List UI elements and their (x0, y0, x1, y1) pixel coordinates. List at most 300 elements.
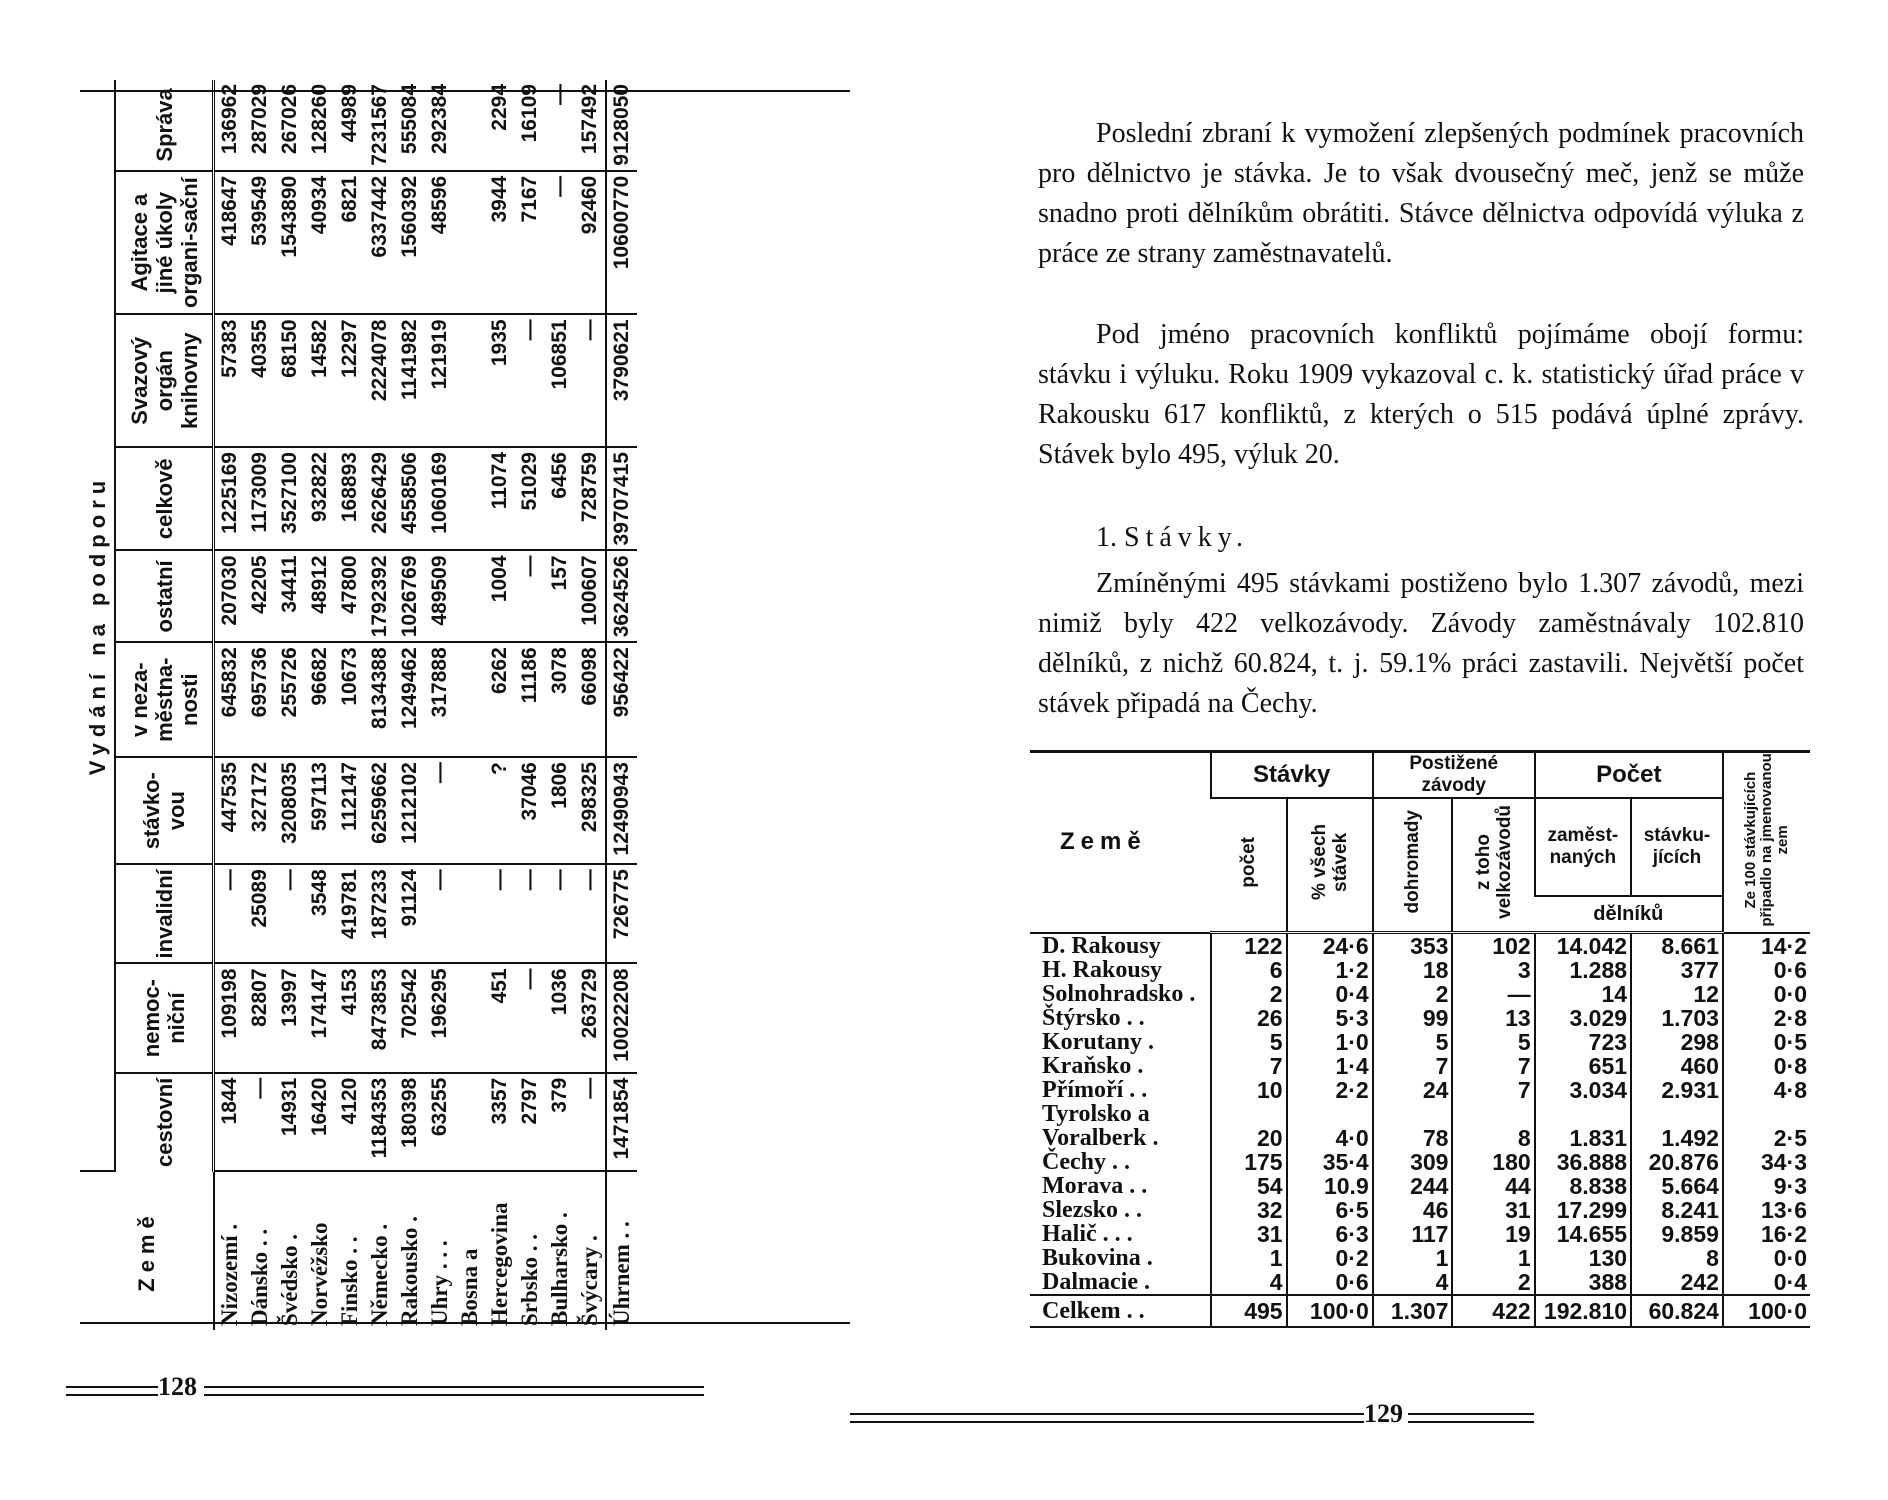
column-header-delniku: dělníků (1535, 896, 1723, 933)
table-cell: 51029 (515, 447, 545, 550)
table-cell (455, 757, 485, 864)
table-cell: 353 (1373, 933, 1453, 959)
procent-label: % všech stávek (1308, 823, 1351, 901)
table-cell: 597113 (305, 757, 335, 864)
table-cell: 8.661 (1631, 933, 1723, 959)
rotated-table-container (80, 80, 850, 1330)
table-cell: 0·4 (1287, 982, 1373, 1006)
row-label: Korutany . (1042, 1029, 1155, 1055)
row-label: Dalmacie . (1042, 1269, 1150, 1295)
table-cell: 7231567 (365, 80, 395, 171)
table-row (1030, 958, 1810, 982)
table-row (1030, 1174, 1810, 1198)
table-cell: 24·6 (1287, 933, 1373, 959)
table-cell (1723, 1102, 1810, 1126)
table-cell: 0·2 (1287, 1246, 1373, 1270)
table-cell: 18 (1373, 958, 1453, 982)
table-cell: 1.703 (1631, 1006, 1723, 1030)
table-cell: 1141982 (395, 314, 425, 447)
table-cell: 292384 (425, 80, 455, 171)
table-row (275, 80, 305, 1330)
table-cell: 68150 (275, 314, 305, 447)
row-label: Rakousko . (397, 1216, 422, 1326)
table-cell: — (575, 1073, 606, 1171)
table-cell: — (214, 864, 246, 963)
table-cell: 34411 (275, 550, 305, 642)
table-row (335, 80, 365, 1330)
table-cell (1452, 1102, 1534, 1126)
column-header-4: v neza-městna-nosti (115, 642, 214, 757)
table-cell: 63255 (425, 1073, 455, 1171)
column-header-6: celkově (115, 447, 214, 550)
column-header-1: nemoc-niční (115, 963, 214, 1072)
row-label: Přímoří . . (1042, 1077, 1148, 1103)
table-cell: 8.241 (1631, 1198, 1723, 1222)
table-row (545, 80, 575, 1330)
table-cell: 0·0 (1723, 1246, 1810, 1270)
na100-label: Ze 100 stávkujících připadlo na jmenovanou zem (1741, 753, 1791, 927)
table-cell: 645832 (214, 642, 246, 757)
table-cell: 7167 (515, 171, 545, 315)
table-cell: 2626429 (365, 447, 395, 550)
table-cell: — (515, 963, 545, 1072)
table-cell: 25089 (245, 864, 275, 963)
table-cell: 1471854 (606, 1073, 637, 1171)
table-cell: 19 (1452, 1222, 1534, 1246)
column-header-5: ostatní (115, 550, 214, 642)
row-label: Švédsko . (277, 1233, 302, 1326)
table-cell: 10 (1211, 1078, 1287, 1102)
table-cell: 109198 (214, 963, 246, 1072)
table-cell: 14582 (305, 314, 335, 447)
pocet-label: počet (1237, 836, 1259, 888)
table-cell: 187233 (365, 864, 395, 963)
row-label: Německo . (367, 1223, 392, 1326)
table-row (1030, 1246, 1810, 1270)
table-cell: 2·8 (1723, 1006, 1810, 1030)
table-cell: 263729 (575, 963, 606, 1072)
strike-statistics-table (1030, 750, 1810, 1328)
table-cell: 309 (1373, 1150, 1453, 1174)
table-cell: 39707415 (606, 447, 637, 550)
group-header-vydani: Vydání na podporu (80, 80, 115, 1171)
table-cell: 6 (1211, 958, 1287, 982)
table-cell: 1225169 (214, 447, 246, 550)
table-cell: 6337442 (365, 171, 395, 315)
group-header-zavody: Postižené závody (1373, 752, 1535, 799)
velkozavodu-label: z toho velkozávodů (1472, 804, 1515, 920)
table-cell: 0·6 (1723, 958, 1810, 982)
table-cell: 4·0 (1287, 1126, 1373, 1150)
table-cell: 174147 (305, 963, 335, 1072)
table-cell: 3 (1452, 958, 1534, 982)
table-cell: 5 (1452, 1030, 1534, 1054)
table-cell: 11186 (515, 642, 545, 757)
table-cell: 3.029 (1535, 1006, 1631, 1030)
table-row (395, 80, 425, 1330)
paragraph-3: Zmíněnými 495 stávkami postiženo bylo 1.307 závodů, mezi nimiž byly 422 velkozávody. Závody zaměstnávaly 102.810 dělníků, z nichž 60.824, t. j. 59.1% práci zastavili. Největší počet stávek připadá na Čechy. (1038, 568, 1804, 719)
table-cell (455, 864, 485, 963)
table-cell: 2 (1452, 1270, 1534, 1295)
table-cell: 207030 (214, 550, 246, 642)
table-cell: 2.931 (1631, 1078, 1723, 1102)
table-cell: 26 (1211, 1006, 1287, 1030)
table-cell: 6·5 (1287, 1198, 1373, 1222)
table-cell: 5 (1211, 1030, 1287, 1054)
table-row (214, 80, 246, 1330)
table-cell: 5·3 (1287, 1006, 1373, 1030)
table-cell: 157 (545, 550, 575, 642)
table-row (1030, 1006, 1810, 1030)
table-cell: 5.664 (1631, 1174, 1723, 1198)
table-cell: 82807 (245, 963, 275, 1072)
paragraph-1: Poslední zbraní k vymožení zlepšených podmínek pracovních pro dělnictvo je stávka. Je to však dvousečný meč, jenž se může snadno proti dělníkům obrátiti. Stávce dělnictva odpovídá výluka z práce ze strany zaměstnavatelů. (1038, 118, 1804, 269)
table-row (1030, 1126, 1810, 1150)
table-cell: 16·2 (1723, 1222, 1810, 1246)
table-cell: 32 (1211, 1198, 1287, 1222)
column-header-procent (1287, 798, 1373, 933)
table-cell: 723 (1535, 1030, 1631, 1054)
table-row (305, 80, 335, 1330)
table-cell: — (515, 314, 545, 447)
table-cell: 287029 (245, 80, 275, 171)
table-row (365, 80, 395, 1330)
table-cell: 14 (1535, 982, 1631, 1006)
table-cell: 695736 (245, 642, 275, 757)
table-cell: 451 (485, 963, 515, 1072)
table-cell: 2 (1211, 982, 1287, 1006)
table-row (1030, 1270, 1810, 1295)
column-header-2: invalidní (115, 864, 214, 963)
table-cell: 1560392 (395, 171, 425, 315)
table-cell: 495 (1211, 1295, 1287, 1327)
dohromady-label: dohromady (1402, 810, 1424, 914)
table-cell: 157492 (575, 80, 606, 171)
table-cell: 418647 (214, 171, 246, 315)
table-cell: 422 (1452, 1295, 1534, 1327)
table-cell: 539549 (245, 171, 275, 315)
table-cell: 40934 (305, 171, 335, 315)
table-cell: 13997 (275, 963, 305, 1072)
table-cell: 1 (1452, 1246, 1534, 1270)
table-cell: 91124 (395, 864, 425, 963)
row-label: Halič . . . (1042, 1221, 1133, 1247)
table-row (515, 80, 545, 1330)
table-cell: 1184353 (365, 1073, 395, 1171)
table-cell: 20.876 (1631, 1150, 1723, 1174)
table-cell (1631, 1102, 1723, 1126)
row-label: Bosna a (457, 1248, 482, 1326)
table-cell: 1 (1373, 1246, 1453, 1270)
group-header-stavky: Stávky (1211, 752, 1373, 799)
table-cell: 35·4 (1287, 1150, 1373, 1174)
section-number: 1. (1096, 522, 1117, 553)
table-cell: 12 (1631, 982, 1723, 1006)
table-cell: — (545, 171, 575, 315)
page-number: 129 (1364, 1399, 1403, 1428)
row-label: Solnohradsko . (1042, 981, 1196, 1007)
table-cell: 10022208 (606, 963, 637, 1072)
table-cell: — (425, 757, 455, 864)
section-heading (1096, 522, 1249, 554)
row-label: Nizozemí . (216, 1223, 242, 1326)
table-cell: 3208035 (275, 757, 305, 864)
table-cell: 14931 (275, 1073, 305, 1171)
row-label: Čechy . . (1042, 1149, 1130, 1175)
row-label: Srbsko . . (517, 1233, 542, 1326)
table-cell: 78 (1373, 1126, 1453, 1150)
table-cell: 651 (1535, 1054, 1631, 1078)
table-cell: 99 (1373, 1006, 1453, 1030)
table-cell: 7 (1452, 1054, 1534, 1078)
table-cell: 388 (1535, 1270, 1631, 1295)
row-label: Dánsko . . (247, 1228, 272, 1326)
table-row (1030, 1078, 1810, 1102)
table-cell: 40355 (245, 314, 275, 447)
table-cell: 136962 (214, 80, 246, 171)
table-cell: 6821 (335, 171, 365, 315)
row-label: Celkem . . (1030, 1295, 1211, 1327)
right-page (944, 0, 1888, 1500)
row-label: Morava . . (1042, 1173, 1148, 1199)
table-cell: 1.288 (1535, 958, 1631, 982)
table-cell: 3357 (485, 1073, 515, 1171)
table-cell (455, 1073, 485, 1171)
table-cell: 460 (1631, 1054, 1723, 1078)
table-cell: 3624526 (606, 550, 637, 642)
table-cell: — (545, 864, 575, 963)
table-cell: — (485, 864, 515, 963)
row-label: Bukovina . (1042, 1245, 1153, 1271)
table-cell: 327172 (245, 757, 275, 864)
table-cell: 100·0 (1287, 1295, 1373, 1327)
page-number-rule-left (66, 1386, 158, 1396)
table-cell: 3527100 (275, 447, 305, 550)
table-cell: 6262 (485, 642, 515, 757)
table-cell: 4·8 (1723, 1078, 1810, 1102)
table-cell: 1543890 (275, 171, 305, 315)
table-row (1030, 1222, 1810, 1246)
page-number-rule-right (1408, 1413, 1534, 1423)
row-label: D. Rakousy (1042, 932, 1161, 959)
table-cell: 180 (1452, 1150, 1534, 1174)
table-row (1030, 1030, 1810, 1054)
table-cell: 48596 (425, 171, 455, 315)
table-cell (1287, 1102, 1373, 1126)
table-cell: 1249462 (395, 642, 425, 757)
table-cell: 1.492 (1631, 1126, 1723, 1150)
table-cell: 0·0 (1723, 982, 1810, 1006)
table-cell: 0·8 (1723, 1054, 1810, 1078)
table-cell: 4 (1211, 1270, 1287, 1295)
table-cell: — (275, 864, 305, 963)
table-cell: 13 (1452, 1006, 1534, 1030)
table-cell: 11074 (485, 447, 515, 550)
table-row (455, 80, 485, 1330)
table-cell (1535, 1102, 1631, 1126)
table-cell: 932822 (305, 447, 335, 550)
table-cell: 7 (1211, 1054, 1287, 1078)
table-cell: 4153 (335, 963, 365, 1072)
table-cell: 9.859 (1631, 1222, 1723, 1246)
table-cell: 57383 (214, 314, 246, 447)
page-number: 128 (158, 1372, 197, 1401)
table-cell: — (515, 550, 545, 642)
row-label: Finsko . . (337, 1236, 362, 1326)
table-cell: 175 (1211, 1150, 1287, 1174)
table-cell: 4 (1373, 1270, 1453, 1295)
table-row (1030, 1295, 1810, 1327)
table-row (485, 80, 515, 1330)
table-cell: 1212102 (395, 757, 425, 864)
table-cell: 726775 (606, 864, 637, 963)
table-cell (455, 550, 485, 642)
table-cell: 60.824 (1631, 1295, 1723, 1327)
table-cell: 3790621 (606, 314, 637, 447)
column-header-8: Agitace a jiné úkoly organi-sační (115, 171, 214, 315)
table-cell: 3.034 (1535, 1078, 1631, 1102)
table-cell: 447535 (214, 757, 246, 864)
table-cell: 14.042 (1535, 933, 1631, 959)
column-header-velkozavodu (1452, 798, 1534, 933)
table-cell: 1.831 (1535, 1126, 1631, 1150)
row-label: Úhrnem . . (606, 1171, 637, 1330)
table-cell: 2 (1373, 982, 1453, 1006)
table-cell: 6456 (545, 447, 575, 550)
bottom-rule (80, 1322, 850, 1324)
table-cell: 102 (1452, 933, 1534, 959)
column-header-9: Správa (115, 80, 214, 171)
page-number-rule-right (204, 1386, 704, 1396)
table-cell: 4120 (335, 1073, 365, 1171)
table-cell: 1036 (545, 963, 575, 1072)
table-cell: 17.299 (1535, 1198, 1631, 1222)
paragraph-2: Pod jméno pracovních konfliktů pojímáme obojí formu: stávku i výluku. Roku 1909 vykazoval c. k. statistický úřad práce v Rakousku 617 konfliktů, z kterých o 515 podává úplné zprávy. Stávek bylo 495, výluk 20. (1038, 319, 1804, 470)
table-cell: 2294 (485, 80, 515, 171)
table-cell: — (425, 864, 455, 963)
row-label: H. Rakousy (1042, 957, 1163, 983)
table-cell: — (515, 864, 545, 963)
table-cell: 13·6 (1723, 1198, 1810, 1222)
table-cell: 1173009 (245, 447, 275, 550)
table-cell: 6·3 (1287, 1222, 1373, 1246)
table-cell: 168893 (335, 447, 365, 550)
table-cell: 117 (1373, 1222, 1453, 1246)
table-cell: 34·3 (1723, 1150, 1810, 1174)
table-row (245, 80, 275, 1330)
group-header-pocet: Počet (1535, 752, 1723, 799)
row-label: Kraňsko . (1042, 1053, 1144, 1079)
table-cell: 100607 (575, 550, 606, 642)
table-cell: 1004 (485, 550, 515, 642)
table-cell (1373, 1102, 1453, 1126)
table-cell: 14·2 (1723, 933, 1810, 959)
table-cell: 12490943 (606, 757, 637, 864)
row-label: Hercegovina (487, 1202, 512, 1326)
table-cell: 12297 (335, 314, 365, 447)
table-cell: 2·2 (1287, 1078, 1373, 1102)
column-header-dohromady (1373, 798, 1453, 933)
table-cell: 1935 (485, 314, 515, 447)
row-label: Uhry . . . (427, 1240, 452, 1326)
table-cell: 1 (1211, 1246, 1287, 1270)
table-cell: 419781 (335, 864, 365, 963)
column-header-3: stávko-vou (115, 757, 214, 864)
table-cell: 1060169 (425, 447, 455, 550)
table-cell: 298325 (575, 757, 606, 864)
table-cell: 2797 (515, 1073, 545, 1171)
table-cell: 267026 (275, 80, 305, 171)
table-cell (455, 447, 485, 550)
table-cell: 10600770 (606, 171, 637, 315)
table-cell: 1844 (214, 1073, 246, 1171)
table-cell: — (545, 80, 575, 171)
table-row (1030, 1150, 1810, 1174)
table-cell: 66098 (575, 642, 606, 757)
row-label: Štýrsko . . (1042, 1005, 1145, 1031)
table-cell (455, 642, 485, 757)
table-cell: 106851 (545, 314, 575, 447)
table-cell: 9128050 (606, 80, 637, 171)
table-cell: 4558506 (395, 447, 425, 550)
table-cell: 46 (1373, 1198, 1453, 1222)
table-cell: 8134388 (365, 642, 395, 757)
table-cell: 379 (545, 1073, 575, 1171)
table-cell: 1·2 (1287, 958, 1373, 982)
support-expenditure-table (80, 80, 637, 1330)
row-label: Slezsko . . (1042, 1197, 1143, 1223)
table-cell: 180398 (395, 1073, 425, 1171)
table-cell: 377 (1631, 958, 1723, 982)
table-cell: 192.810 (1535, 1295, 1631, 1327)
table-cell (455, 963, 485, 1072)
table-cell: 122 (1211, 933, 1287, 959)
table-cell: 16109 (515, 80, 545, 171)
table-row (606, 80, 637, 1330)
table-cell: — (1452, 982, 1534, 1006)
table-cell (455, 171, 485, 315)
table-cell: — (575, 864, 606, 963)
table-cell (455, 314, 485, 447)
table-row (1030, 982, 1810, 1006)
table-cell: 44 (1452, 1174, 1534, 1198)
table-cell: 112147 (335, 757, 365, 864)
column-header-zamestnanych: zaměst-naných (1535, 798, 1631, 896)
table-cell: 1026769 (395, 550, 425, 642)
table-row (1030, 1102, 1810, 1126)
table-cell: ? (485, 757, 515, 864)
table-cell: 1·0 (1287, 1030, 1373, 1054)
column-header-stavkujicich: stávku-jících (1631, 798, 1723, 896)
table-cell: 3944 (485, 171, 515, 315)
table-cell: 242 (1631, 1270, 1723, 1295)
table-cell: 255726 (275, 642, 305, 757)
table-cell: 8 (1452, 1126, 1534, 1150)
table-cell: 196295 (425, 963, 455, 1072)
table-row (575, 80, 606, 1330)
table-cell: 1·4 (1287, 1054, 1373, 1078)
table-cell: 6259662 (365, 757, 395, 864)
table-cell: 0·4 (1723, 1270, 1810, 1295)
table-row (1030, 1054, 1810, 1078)
table-cell: 8473853 (365, 963, 395, 1072)
table-cell: 0·6 (1287, 1270, 1373, 1295)
table-cell (1211, 1102, 1287, 1126)
table-cell: 24 (1373, 1078, 1453, 1102)
strike-table-container (1030, 750, 1810, 1328)
table-cell: 36.888 (1535, 1150, 1631, 1174)
row-label: Voralberk . (1042, 1125, 1159, 1151)
